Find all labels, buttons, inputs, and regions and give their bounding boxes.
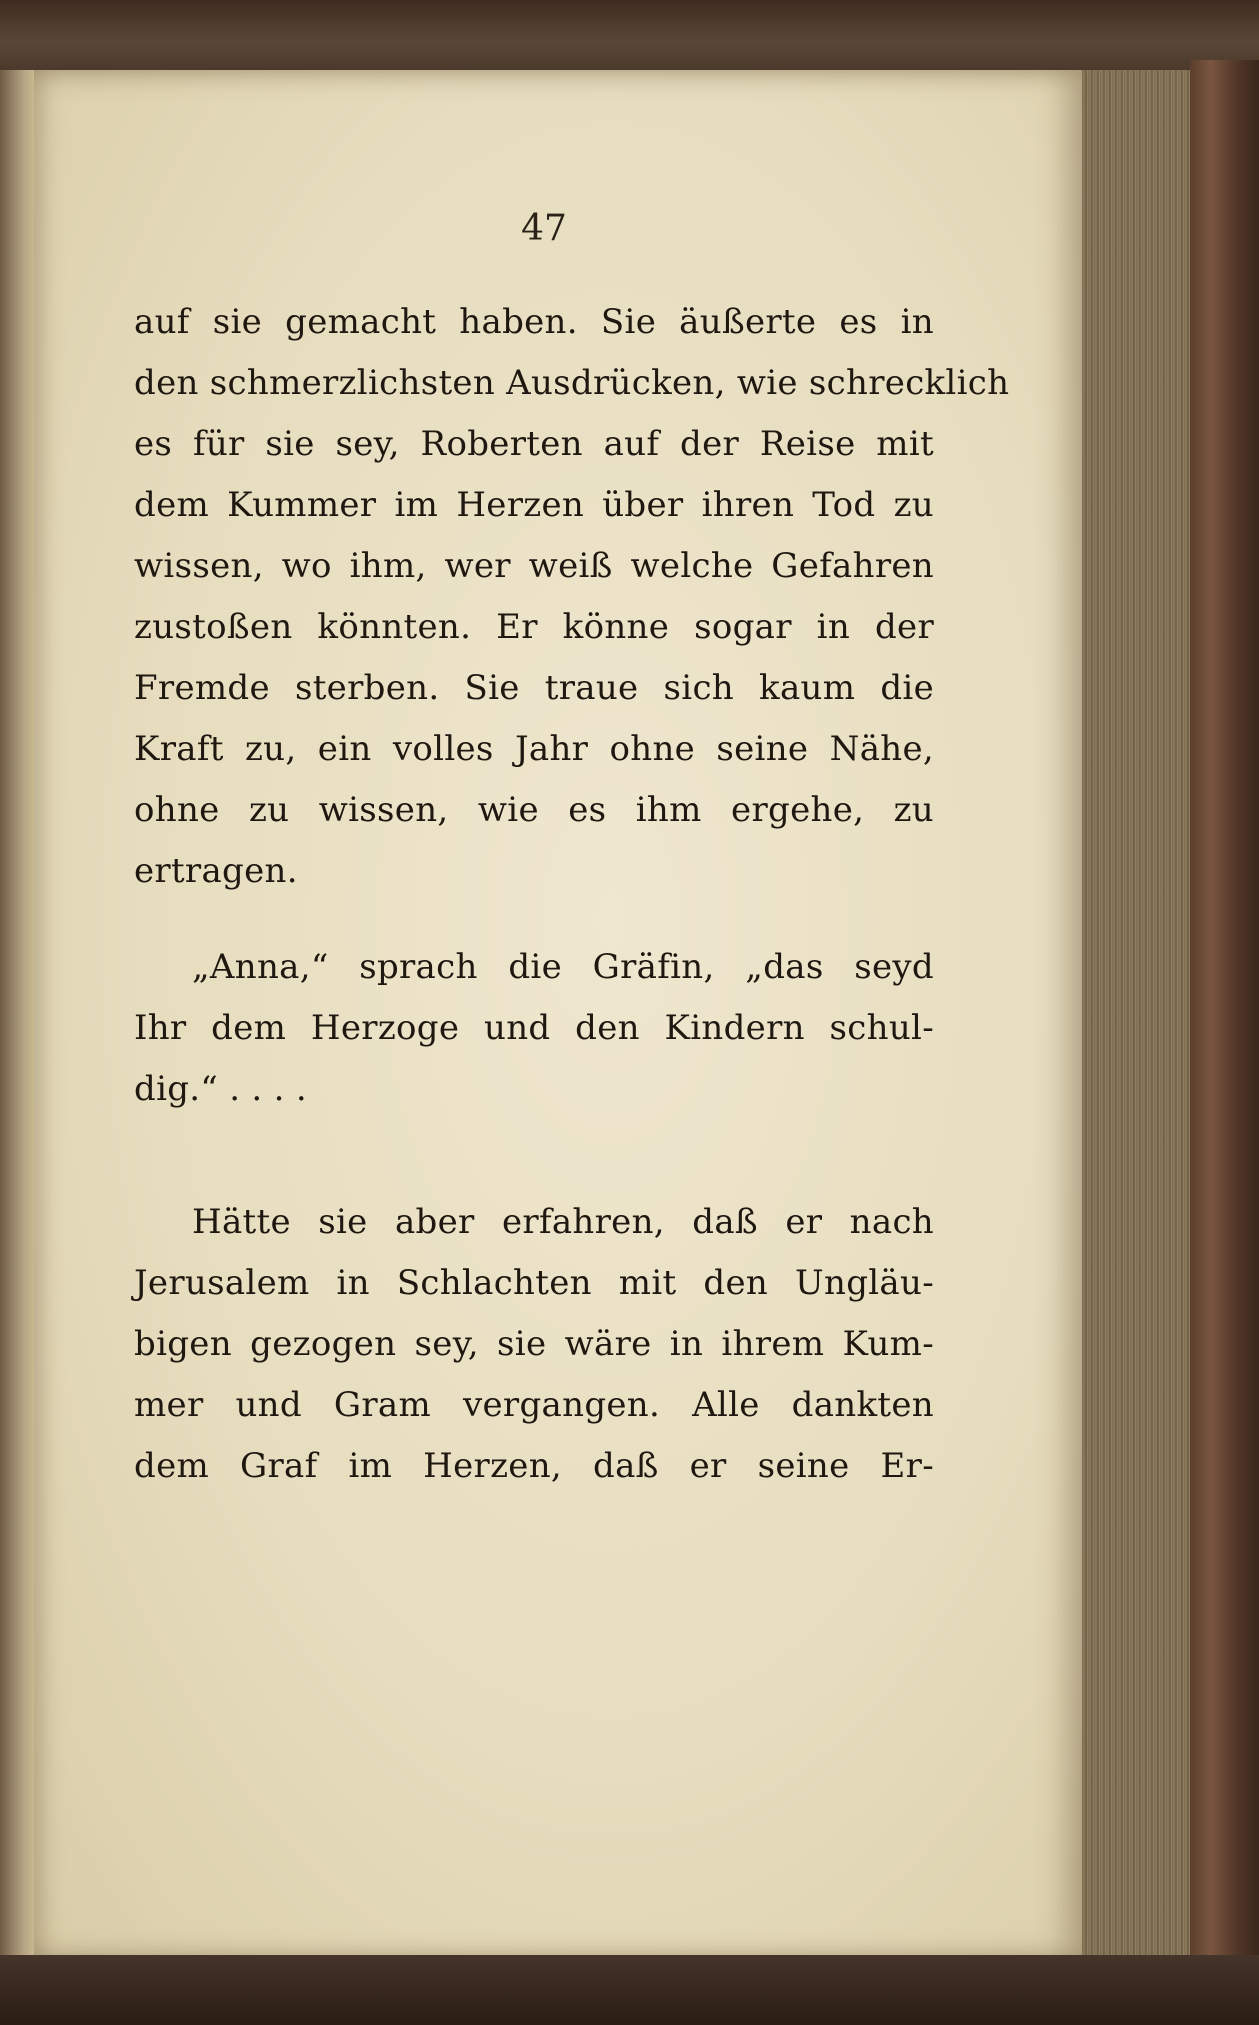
text-line: es für sie sey, Roberten auf der Reise mit (134, 424, 934, 464)
text-line: bigen gezogen sey, sie wäre in ihrem Kum- (134, 1324, 934, 1364)
book-cover-top (0, 0, 1259, 70)
text-line: wissen, wo ihm, wer weiß welche Gefahren (134, 546, 934, 586)
text-line: Jerusalem in Schlachten mit den Ungläu- (134, 1263, 934, 1303)
text-line: den schmerzlichsten Ausdrücken, wie schrecklich (134, 363, 1010, 403)
text-line: dem Graf im Herzen, daß er seine Er- (134, 1446, 934, 1486)
text-line: Fremde sterben. Sie traue sich kaum die (134, 668, 934, 708)
left-page-edge (0, 70, 34, 1960)
text-line: Kraft zu, ein volles Jahr ohne seine Nähe, (134, 729, 934, 769)
paragraph-gap (134, 902, 934, 937)
text-line: dig.“ . . . . (134, 1069, 307, 1109)
paragraph-gap (134, 1120, 934, 1192)
page-text (134, 292, 1010, 1497)
text-line: ertragen. (134, 851, 298, 891)
text-line: ohne zu wissen, wie es ihm ergehe, zu (134, 790, 934, 830)
text-line: zustoßen könnten. Er könne sogar in der (134, 607, 934, 647)
book-page (34, 70, 1084, 1960)
page-edges (1082, 70, 1190, 1960)
text-line: auf sie gemacht haben. Sie äußerte es in (134, 302, 934, 342)
page-number: 47 (521, 208, 567, 249)
book-cover-bottom (0, 1955, 1259, 2025)
text-line: Hätte sie aber erfahren, daß er nach (192, 1202, 934, 1242)
text-line: mer und Gram vergangen. Alle dankten (134, 1385, 934, 1425)
text-line: „Anna,“ sprach die Gräfin, „das seyd (192, 947, 934, 987)
text-line: dem Kummer im Herzen über ihren Tod zu (134, 485, 934, 525)
book-cover-right (1190, 60, 1259, 1970)
text-line: Ihr dem Herzoge und den Kindern schul- (134, 1008, 934, 1048)
